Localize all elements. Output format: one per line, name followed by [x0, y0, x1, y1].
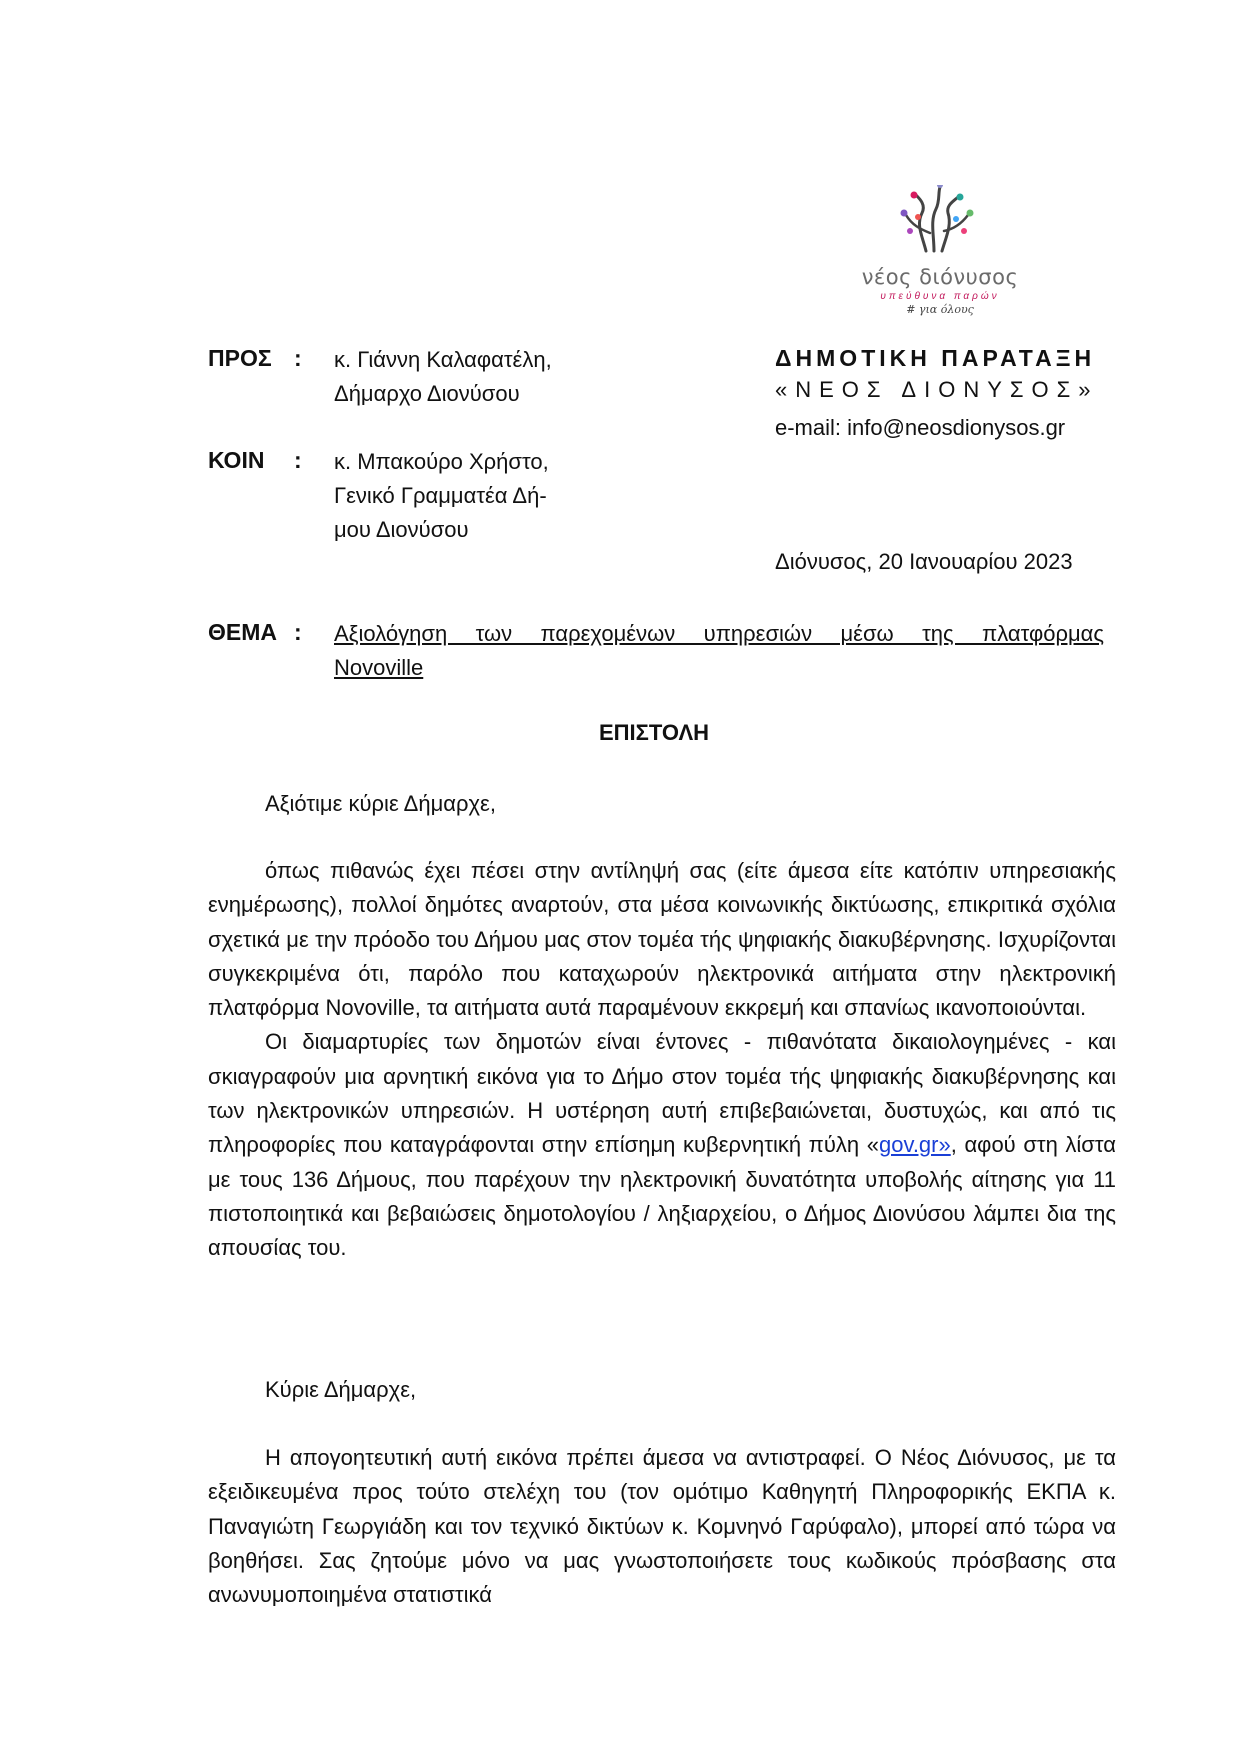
letter-body-2	[208, 1441, 1116, 1612]
subject-line-2: Novoville	[334, 655, 424, 680]
greeting: Αξιότιμε κύριε Δήμαρχε,	[265, 791, 496, 816]
cc-colon: :	[294, 447, 302, 473]
letter-date: Διόνυσος, 20 Ιανουαρίου 2023	[775, 549, 1073, 574]
cc-line-2: Γενικό Γραμματέα Δή-	[334, 483, 547, 508]
cc-line-1: κ. Μπακούρο Χρήστο,	[334, 449, 549, 474]
logo-name: νέος διόνυσος	[861, 265, 1019, 289]
subject-colon: :	[294, 619, 302, 645]
to-label: ΠΡΟΣ	[208, 345, 272, 371]
letter-title: ΕΠΙΣΤΟΛΗ	[599, 720, 709, 745]
tree-icon	[860, 185, 1020, 265]
paragraph-2	[208, 1025, 1116, 1265]
paragraph-1: όπως πιθανώς έχει πέσει στην αντίληψή σας (είτε άμεσα είτε κατόπιν υπηρεσιακής ενημέρωσης), πολλοί δημότες αναρτούν, στα μέσα κοινωνικής δικτύωσης, επικριτικά σχόλια σχετικά με την πρόοδο του Δήμου μας στον τομέα τής ψηφιακής διακυβέρνησης. Ισχυρίζονται συγκεκριμένα ότι, παρόλο που καταχωρούν ηλεκτρονικά αιτήματα στην ηλεκτρονική πλατφόρμα Novoville, τα αιτήματα αυτά παραμένουν εκκρεμή και σπανίως ικανοποιούνται.	[208, 858, 1116, 1021]
party-subtitle: «ΝΕΟΣ ΔΙΟΝΥΣΟΣ»	[775, 377, 1099, 402]
logo-tag: # για όλους	[906, 303, 974, 316]
govgr-link[interactable]: gov.gr»	[878, 1132, 951, 1158]
party-logo	[860, 185, 1020, 325]
party-name: ΔΗΜΟΤΙΚΗ ΠΑΡΑΤΑΞΗ	[775, 345, 1096, 371]
to-colon: :	[294, 345, 302, 371]
party-email[interactable]: e-mail: info@neosdionysos.gr	[775, 415, 1066, 440]
subject-label: ΘΕΜΑ	[208, 619, 277, 645]
paragraph-2-end: , αφού στη λίστα με τους 136 Δήμους, που παρέχουν την ηλεκτρονική δυνατότητα υποβολής αίτησης για 11 πιστοποιητικά και βεβαιώσεις δημοτολογίου / ληξιαρχείου, ο Δήμος Διονύσου λάμπει δια της απουσίας του.	[208, 1132, 1116, 1261]
to-line-1: κ. Γιάννη Καλαφατέλη,	[334, 347, 552, 372]
to-line-2: Δήμαρχο Διονύσου	[334, 381, 520, 406]
cc-line-3: μου Διονύσου	[334, 517, 469, 542]
subject-line-1: Αξιολόγηση των παρεχομένων υπηρεσιών μέσω της πλατφόρμας	[334, 621, 1104, 646]
logo-motto: υπεύθυνα παρών	[880, 291, 1000, 302]
paragraph-2-start: Οι διαμαρτυρίες των δημοτών είναι έντονες - πιθανότατα δικαιολογημένες - και σκιαγραφούν μια αρνητική εικόνα για το Δήμο στον τομέα τής ψηφιακής διακυβέρνησης και των ηλεκτρονικών υπηρεσιών. Η υστέρηση αυτή επιβεβαιώνεται, δυστυχώς, και από τις πληροφορίες που καταγράφονται στην επίσημη κυβερνητική πύλη «	[208, 1029, 1116, 1158]
greeting-2: Κύριε Δήμαρχε,	[265, 1377, 417, 1402]
letter-body	[208, 854, 1116, 1266]
paragraph-3: Η απογοητευτική αυτή εικόνα πρέπει άμεσα να αντιστραφεί. Ο Νέος Διόνυσος, με τα εξειδικευμένα προς τούτο στελέχη του (τον ομότιμο Καθηγητή Πληροφορικής ΕΚΠΑ κ. Παναγιώτη Γεωργιάδη και τον τεχνικό δικτύων κ. Κομνηνό Γαρύφαλο), μπορεί από τώρα να βοηθήσει. Σας ζητούμε μόνο να μας γνωστοποιήσετε τους κωδικούς πρόσβασης στα ανωνυμοποιημένα στατιστικά	[208, 1445, 1116, 1608]
cc-label: ΚΟΙΝ	[208, 447, 265, 473]
